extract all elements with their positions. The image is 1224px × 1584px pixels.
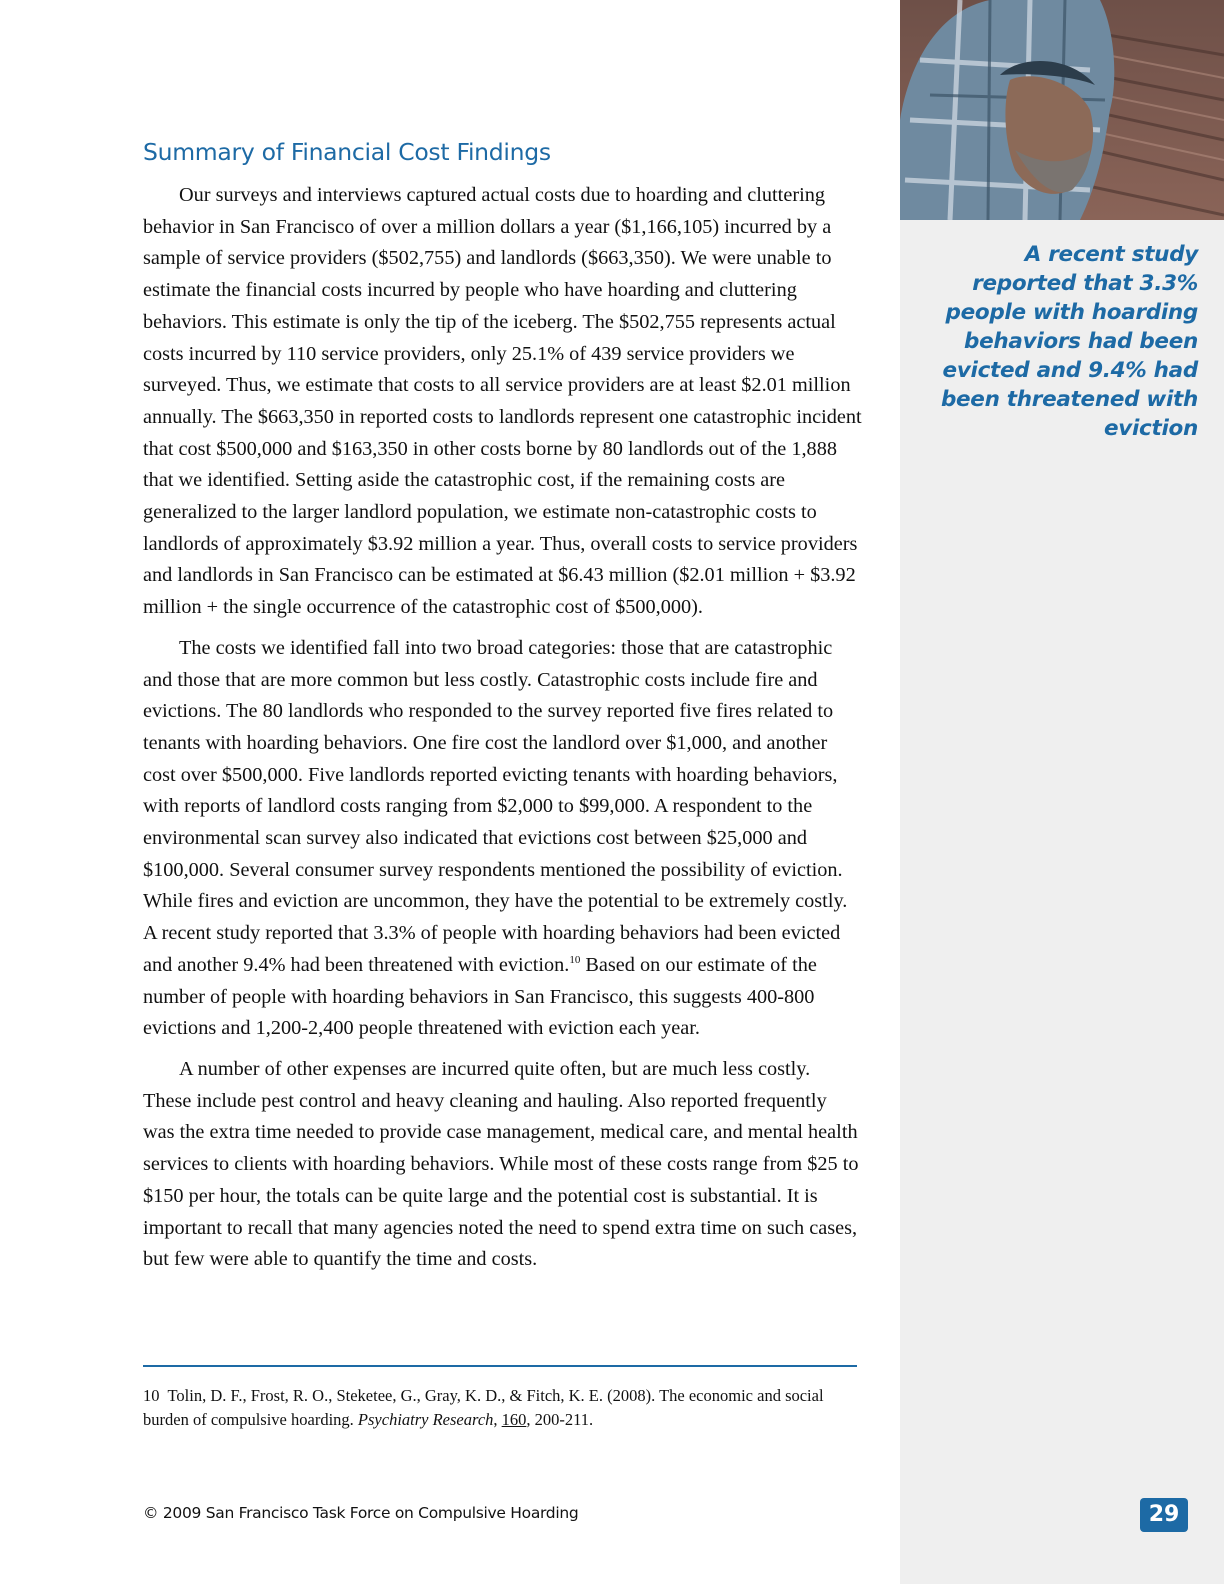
pull-quote: A recent study reported that 3.3% people with hoarding behaviors had been evicted and 9.4% had been threatened with eviction [940, 242, 1198, 441]
main-content [143, 136, 863, 1285]
paragraph-2-text-cont: Based on our estimate of the number of people with hoarding behaviors in San Francisco, this suggests 400-800 evictions and 1,200-2,400 people threatened with eviction each year. [143, 953, 817, 1040]
paragraph-1: Our surveys and interviews captured actual costs due to hoarding and cluttering behavior in San Francisco of over a million dollars a year ($1,166,105) incurred by a sample of service providers ($502,755) and landlords ($663,350). We were unable to estimate the financial costs incurred by people who have hoarding and cluttering behaviors. This estimate is only the tip of the iceberg. The $502,755 represents actual costs incurred by 110 service providers, only 25.1% of 439 service providers we surveyed. Thus, we estimate that costs to all service providers are at least $2.01 million annually. The $663,350 in reported costs to landlords represent one catastrophic incident that cost $500,000 and $163,350 in other costs borne by 80 landlords out of the 1,888 that we identified. Setting aside the catastrophic cost, if the remaining costs are generalized to the larger landlord population, we estimate non-catastrophic costs to landlords of approximately $3.92 million a year. Thus, overall costs to service providers and landlords in San Francisco can be estimated at $6.43 million ($2.01 million + $3.92 million + the single occurrence of the catastrophic cost of $500,000). [143, 184, 862, 619]
page-number-badge: 29 [1140, 1498, 1188, 1532]
footnote-pages: , 200-211. [526, 1410, 594, 1429]
footnote-comma: , [493, 1410, 502, 1429]
footnote-reference[interactable]: 10 [569, 954, 581, 967]
paragraph-2-text: The costs we identified fall into two broad categories: those that are catastrophic and those that are more common but less costly. Catastrophic costs include fire and evictions. The 80 landlords who responded to the survey reported five fires related to tenants with hoarding behaviors. One fire cost the landlord over $1,000, and another cost over $500,000. Five landlords reported evicting tenants with hoarding behaviors, with reports of landlord costs ranging from $2,000 to $99,000. A respondent to the environmental scan survey also indicated that evictions cost between $25,000 and $100,000. Several consumer survey respondents mentioned the possibility of eviction. While fires and eviction are uncommon, they have the potential to be extremely costly. A recent study reported that 3.3% of people with hoarding behaviors had been evicted and another 9.4% had been threatened with eviction. [143, 636, 848, 976]
section-heading: Summary of Financial Cost Findings [143, 138, 551, 166]
footnote-divider [143, 1365, 857, 1367]
footnote-volume: 160 [501, 1410, 527, 1429]
hooded-man-photo [900, 0, 1224, 220]
footnote-number: 10 [143, 1386, 160, 1405]
footnote-citation: Tolin, D. F., Frost, R. O., Steketee, G., Gray, K. D., & Fitch, K. E. (2008). The economic and social burden of compulsive hoarding. [143, 1386, 824, 1429]
footer-copyright: © 2009 San Francisco Task Force on Compulsive Hoarding [143, 1504, 579, 1522]
sidebar [900, 0, 1224, 1584]
paragraph-3: A number of other expenses are incurred quite often, but are much less costly. These include pest control and heavy cleaning and hauling. Also reported frequently was the extra time needed to provide case management, medical care, and mental health services to clients with hoarding behaviors. While most of these costs range from $25 to $150 per hour, the totals can be quite large and the potential cost is substantial. It is important to recall that many agencies noted the need to spend extra time on such cases, but few were able to quantify the time and costs. [143, 1057, 859, 1271]
footnote [143, 1384, 857, 1432]
paragraph-2 [143, 633, 863, 1045]
footnote-journal: Psychiatry Research [357, 1410, 494, 1429]
